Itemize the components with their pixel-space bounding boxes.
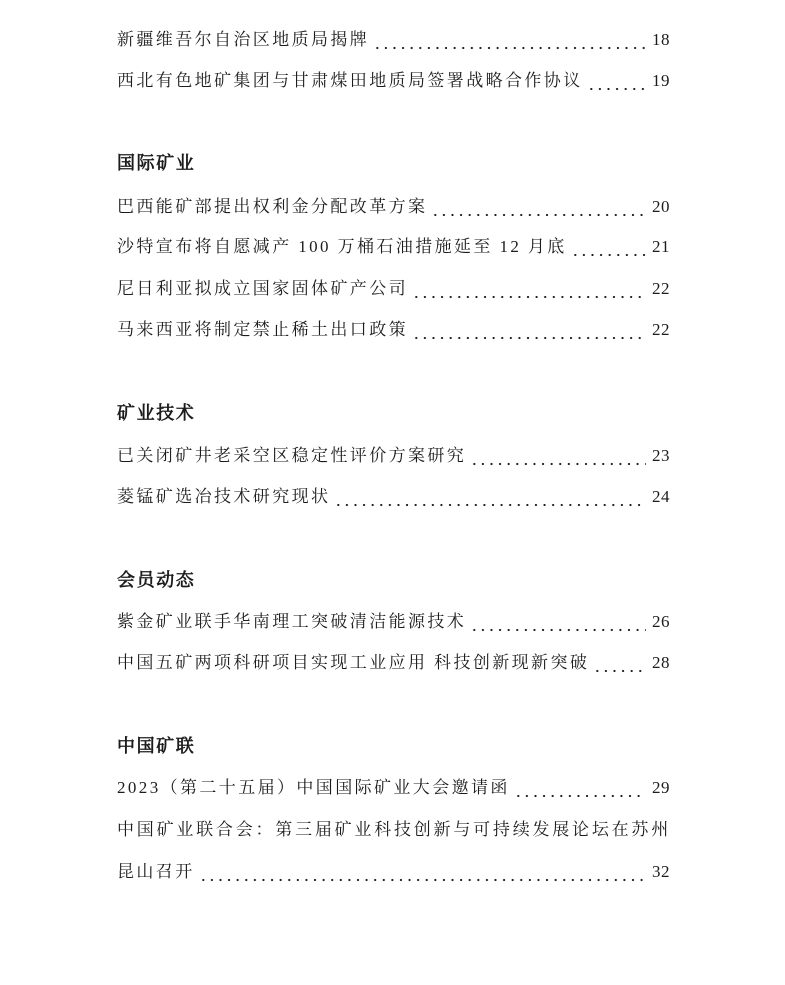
section-heading-china-mining-association: 中国矿联 xyxy=(117,736,196,756)
toc-entry[interactable] xyxy=(117,27,670,53)
toc-entry[interactable] xyxy=(117,194,670,220)
section-heading-member-news: 会员动态 xyxy=(117,570,196,590)
toc-entry-title: 沙特宣布将自愿减产 100 万桶石油措施延至 12 月底 xyxy=(117,237,567,256)
toc-page-number: 21 xyxy=(652,237,670,256)
dot-leader xyxy=(332,484,646,510)
section-heading-international-mining: 国际矿业 xyxy=(117,153,196,173)
dot-leader xyxy=(197,859,646,885)
toc-page-number: 24 xyxy=(652,487,670,506)
toc-entry[interactable] xyxy=(117,650,670,676)
toc-entry[interactable] xyxy=(117,68,670,94)
toc-entry[interactable] xyxy=(117,609,670,635)
dot-leader xyxy=(410,276,646,302)
toc-entry-title: 巴西能矿部提出权利金分配改革方案 xyxy=(117,197,428,216)
dot-leader xyxy=(371,27,646,53)
toc-entry-title: 2023（第二十五届）中国国际矿业大会邀请函 xyxy=(117,778,510,797)
dot-leader xyxy=(591,650,646,676)
toc-entry-title: 新疆维吾尔自治区地质局揭牌 xyxy=(117,30,370,49)
toc-entry-title: 中国五矿两项科研项目实现工业应用 科技创新现新突破 xyxy=(117,653,590,672)
toc-entry[interactable] xyxy=(117,775,670,801)
toc-entry-title: 已关闭矿井老采空区稳定性评价方案研究 xyxy=(117,446,467,465)
toc-page-number: 22 xyxy=(652,279,670,298)
toc-entry-title: 西北有色地矿集团与甘肃煤田地质局签署战略合作协议 xyxy=(117,71,583,90)
toc-entry[interactable] xyxy=(117,859,670,885)
toc-entry[interactable] xyxy=(117,317,670,343)
toc-page-number: 32 xyxy=(652,862,670,881)
toc-page-number: 18 xyxy=(652,30,670,49)
dot-leader xyxy=(512,775,646,801)
toc-page-number: 28 xyxy=(652,653,670,672)
toc-page-number: 23 xyxy=(652,446,670,465)
dot-leader xyxy=(585,68,646,94)
toc-entry-title-line1[interactable]: 中国矿业联合会：第三届矿业科技创新与可持续发展论坛在苏州 xyxy=(117,820,670,839)
toc-entry[interactable] xyxy=(117,276,670,302)
dot-leader xyxy=(468,443,646,469)
toc-entry-title: 菱锰矿选冶技术研究现状 xyxy=(117,487,331,506)
toc-entry[interactable] xyxy=(117,484,670,510)
toc-entry[interactable] xyxy=(117,234,670,260)
section-heading-mining-technology: 矿业技术 xyxy=(117,403,196,423)
toc-page-number: 29 xyxy=(652,778,670,797)
toc-entry[interactable] xyxy=(117,443,670,469)
dot-leader xyxy=(429,194,646,220)
toc-page-number: 26 xyxy=(652,612,670,631)
dot-leader xyxy=(468,609,646,635)
toc-page-number: 20 xyxy=(652,197,670,216)
toc-entry-title: 尼日利亚拟成立国家固体矿产公司 xyxy=(117,279,408,298)
toc-entry-title-line2: 昆山召开 xyxy=(117,862,195,881)
toc-entry-title: 紫金矿业联手华南理工突破清洁能源技术 xyxy=(117,612,467,631)
dot-leader xyxy=(410,317,646,343)
toc-page-number: 19 xyxy=(652,71,670,90)
toc-page-number: 22 xyxy=(652,320,670,339)
toc-entry-title: 马来西亚将制定禁止稀土出口政策 xyxy=(117,320,408,339)
dot-leader xyxy=(569,234,646,260)
